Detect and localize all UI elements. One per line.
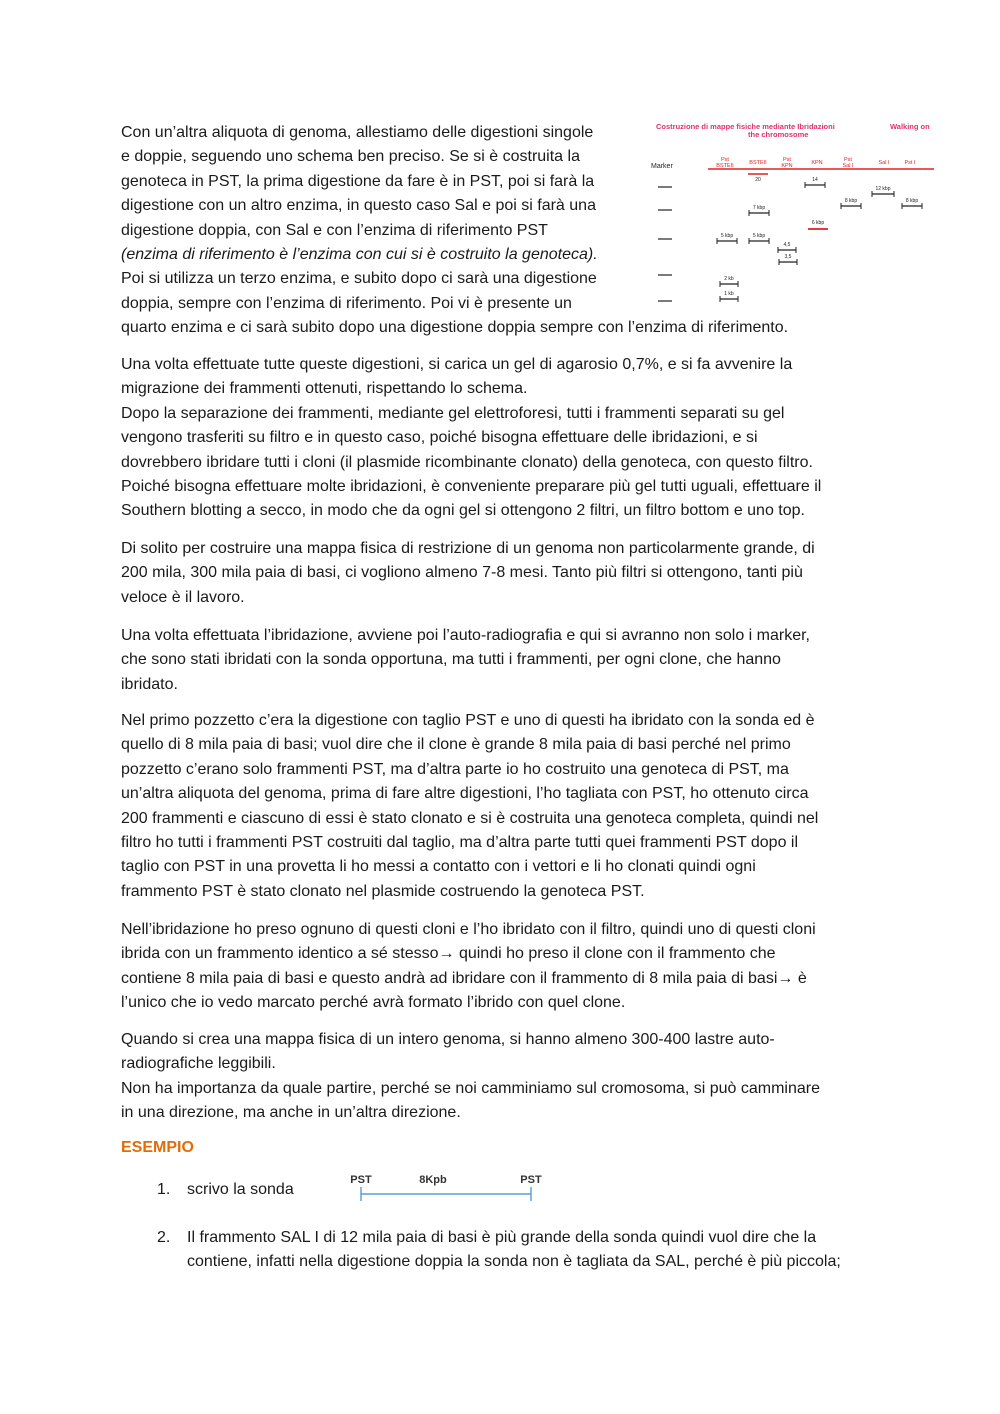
list-item <box>157 1226 887 1275</box>
text-line: dovrebbero ibridare tutti i cloni (il plasmide ricombinante clonato) della genoteca, con questo filtro. <box>121 453 813 471</box>
lane-label: Pst <box>721 157 729 163</box>
svg-text:7 kbp: 7 kbp <box>752 205 766 211</box>
lane-label: BSTEII <box>716 163 734 169</box>
band <box>717 233 737 244</box>
paragraph <box>121 537 886 610</box>
text-line: Nel primo pozzetto c’era la digestione con taglio PST e uno di questi ha ibridato con la sonda ed è <box>121 712 815 729</box>
text-line: quarto enzima e ci sarà subito dopo una digestione doppia sempre con l’enzima di riferimento. <box>121 319 789 337</box>
svg-text:1 kb: 1 kb <box>724 291 734 297</box>
figure-subtitle: the chromosome <box>748 130 809 139</box>
text-line: in una direzione, ma anche in un’altra direzione. <box>121 1104 461 1122</box>
text-line: vengono trasferiti su filtro e in questo caso, poiché bisogna effettuare delle ibridazioni, e si <box>121 429 758 447</box>
figure-title: Costruzione di mappe fisiche mediante Ibridazioni <box>656 122 835 131</box>
lane-label: KPN <box>811 160 823 166</box>
list-text: scrivo la sonda <box>187 1181 294 1198</box>
text-line: Una volta effettuata l’ibridazione, avviene poi l’auto-radiografia e qui si avranno non solo i marker, <box>121 627 810 644</box>
text-line: contiene, infatti nella digestione doppia la sonda non è tagliata da SAL, perché è più piccola; <box>187 1253 841 1271</box>
band <box>749 233 769 244</box>
paragraph <box>121 624 886 697</box>
band <box>808 220 828 229</box>
text-line: contiene 8 mila paia di basi e questo andrà ad ibridare con il frammento di 8 mila paia di basi→ è <box>121 969 807 987</box>
svg-text:3,5: 3,5 <box>784 254 792 260</box>
band <box>720 276 738 287</box>
lane-label: Sal I <box>842 163 854 169</box>
text-line: 200 mila, 300 mila paia di basi, ci vogliono almeno 7-8 mesi. Tanto più filtri si ottengono, tanti più <box>121 564 803 582</box>
svg-text:6 kbp: 6 kbp <box>811 220 825 226</box>
svg-text:4,5: 4,5 <box>783 242 791 248</box>
lane-label: Pst I <box>904 160 916 166</box>
probe-label-mid: 8Kpb <box>419 1174 447 1186</box>
text-line: Poiché bisogna effettuare molte ibridazioni, è conveniente preparare più gel tutti uguali, effettuare il <box>121 478 822 496</box>
text-line: genoteca in PST, la prima digestione da fare è in PST, poi si farà la <box>121 172 595 190</box>
text-line: frammento PST è stato clonato nel plasmide costruendo la genoteca PST. <box>121 882 645 900</box>
figure-title-right: Walking on <box>890 122 930 131</box>
text-line: veloce è il lavoro. <box>121 588 245 606</box>
lane-label: Sal I <box>878 160 890 166</box>
text-line: taglio con PST in una provetta li ho messi a contatto con i vettori e li ho clonati quindi ogni <box>121 858 756 876</box>
svg-text:8 kbp: 8 kbp <box>905 198 919 204</box>
band <box>720 291 738 302</box>
section-heading: ESEMPIO <box>121 1139 194 1156</box>
text-line: Southern blotting a secco, in modo che da ogni gel si ottengono 2 filtri, un filtro bottom e uno top. <box>121 502 805 520</box>
text-line: digestione con un altro enzima, in questo caso Sal e poi si farà una <box>121 197 596 215</box>
text-line: digestione doppia, con Sal e con l’enzima di riferimento PST <box>121 221 548 239</box>
text-line: radiografiche leggibili. <box>121 1055 276 1073</box>
text-line: quello di 8 mila paia di basi; vuol dire che il clone è grande 8 mila paia di basi perché nel primo <box>121 736 791 754</box>
band <box>872 186 894 197</box>
text-line: Nell’ibridazione ho preso ognuno di questi cloni e l’ho ibridato con il filtro, quindi uno di questi cloni <box>121 921 816 938</box>
text-line: e doppie, seguendo uno schema ben preciso. Se si è costruita la <box>121 148 580 166</box>
paragraph <box>121 918 886 1016</box>
text-line: Non ha importanza da quale partire, perché se noi camminiamo sul cromosoma, si può camminare <box>121 1079 820 1097</box>
text-line-italic: (enzima di riferimento è l’enzima con cui si è costruito la genoteca). <box>121 246 598 264</box>
text-line: l’unico che io vedo marcato perché avrà formato l’ibrido con quel clone. <box>121 994 626 1012</box>
text-line: ibrida con un frammento identico a sé stesso→ quindi ho preso il clone con il frammento che <box>121 945 776 963</box>
text-line: migrazione dei frammenti ottenuti, rispettando lo schema. <box>121 380 528 398</box>
text-line: Il frammento SAL I di 12 mila paia di basi è più grande della sonda quindi vuol dire che la <box>187 1229 817 1246</box>
probe-label-left: PST <box>350 1174 372 1186</box>
band <box>805 177 825 188</box>
lane-label: Pst <box>844 157 852 163</box>
paragraph <box>121 1028 886 1126</box>
list-text <box>187 1226 887 1275</box>
text-line: filtro ho tutti i frammenti PST costruiti dal taglio, ma d’altra parte tutti quei frammenti PST dopo il <box>121 834 799 852</box>
text-line: doppia, sempre con l’enzima di riferimento. Poi vi è presente un <box>121 294 572 312</box>
svg-text:20: 20 <box>755 177 761 183</box>
text-line: Con un’altra aliquota di genoma, allestiamo delle digestioni singole <box>121 124 594 141</box>
text-line: ibridato. <box>121 675 178 693</box>
text-line: 200 frammenti e ciascuno di essi è stato clonato e si è costruita una genoteca completa, quindi nel <box>121 809 819 827</box>
band <box>748 174 768 183</box>
svg-text:12 kbp: 12 kbp <box>875 186 891 192</box>
text-line: Di solito per costruire una mappa fisica di restrizione di un genoma non particolarmente grande, di <box>121 540 815 557</box>
svg-text:5 kbp: 5 kbp <box>752 233 766 239</box>
svg-text:8 kbp: 8 kbp <box>844 198 858 204</box>
svg-text:14: 14 <box>812 177 818 183</box>
text-line: Dopo la separazione dei frammenti, mediante gel elettroforesi, tutti i frammenti separati su gel <box>121 404 785 422</box>
band <box>749 205 769 216</box>
paragraph <box>121 353 886 524</box>
probe-diagram <box>345 1168 555 1204</box>
paragraph <box>121 709 886 904</box>
lane-label: KPN <box>781 163 793 169</box>
probe-label-right: PST <box>520 1174 542 1186</box>
text-line: un’altra aliquota del genoma, prima di fare altre digestioni, l’ho tagliata con PST, ho ottenuto circa <box>121 785 809 803</box>
svg-text:2 kb: 2 kb <box>724 276 734 282</box>
text-line: pozzetto c’erano solo frammenti PST, ma d’altra parte io ho costruito una genoteca di PST, ma <box>121 760 789 778</box>
list-number: 1. <box>157 1181 171 1198</box>
walking-figure <box>648 118 938 310</box>
text-line: Poi si utilizza un terzo enzima, e subito dopo ci sarà una digestione <box>121 270 597 288</box>
lane-label: Pst <box>783 157 791 163</box>
band <box>841 198 861 209</box>
text-line: Quando si crea una mappa fisica di un intero genoma, si hanno almeno 300-400 lastre auto- <box>121 1031 775 1048</box>
marker-label: Marker <box>651 163 673 170</box>
lane-label: BSTEII <box>749 160 767 166</box>
band <box>778 242 796 253</box>
svg-text:5 kbp: 5 kbp <box>720 233 734 239</box>
text-line: che sono stati ibridati con la sonda opportuna, ma tutti i frammenti, per ogni clone, che hanno <box>121 651 781 669</box>
text-line: Una volta effettuate tutte queste digestioni, si carica un gel di agarosio 0,7%, e si fa avvenire la <box>121 356 793 373</box>
band <box>779 254 797 265</box>
list-number: 2. <box>157 1229 171 1246</box>
band <box>902 198 922 209</box>
